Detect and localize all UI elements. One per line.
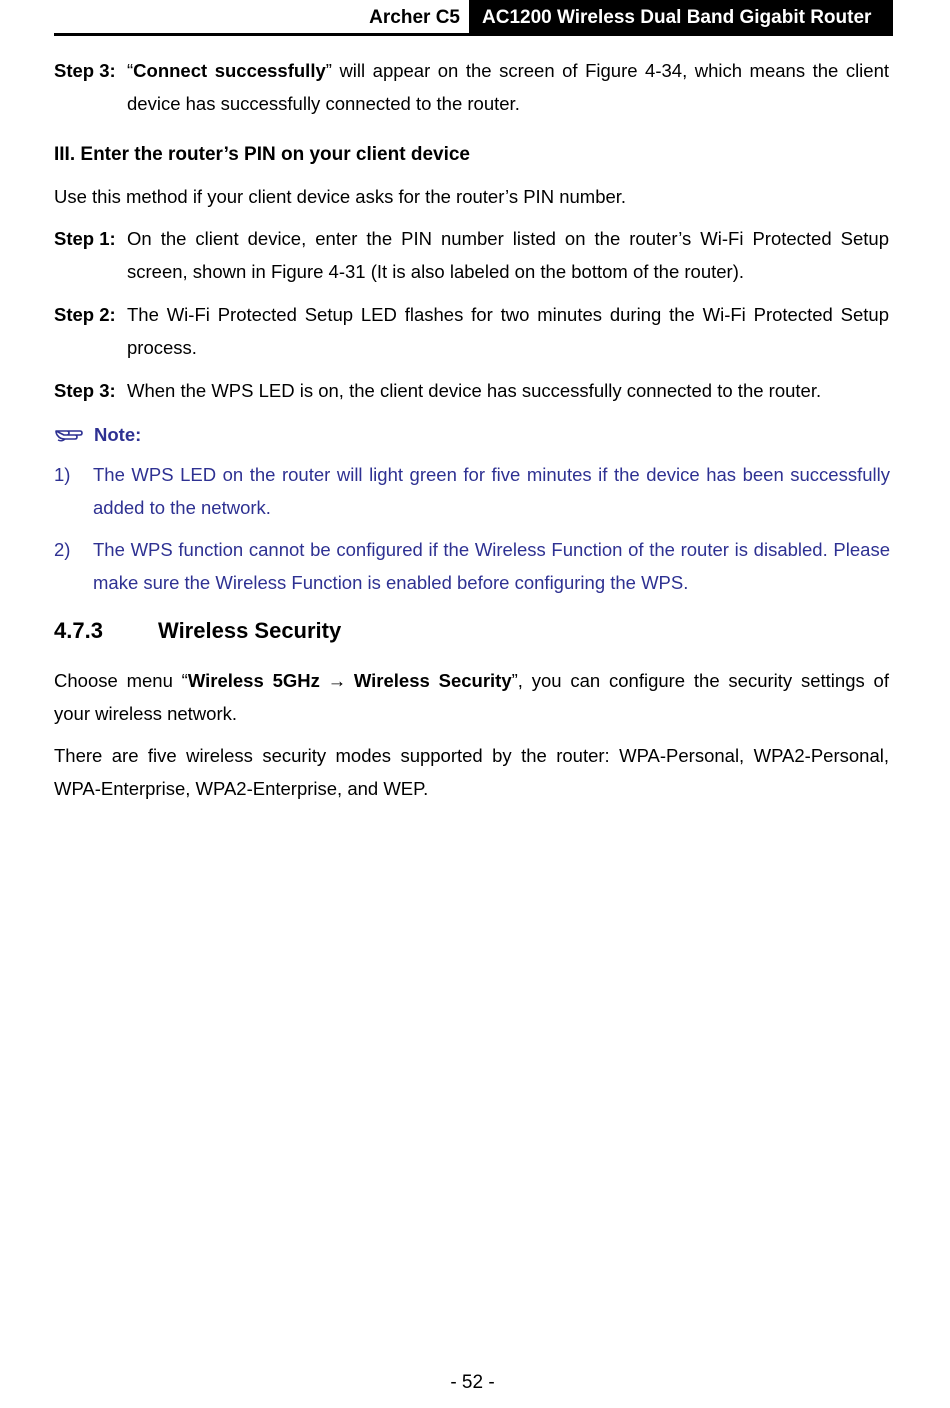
method-3-intro: Use this method if your client device asks for the router’s PIN number. <box>54 186 627 207</box>
method-3-heading: III. Enter the router’s PIN on your client device <box>54 144 470 165</box>
step-3-connect <box>54 54 889 120</box>
method-3-step-3 <box>54 374 889 407</box>
step-text: The Wi-Fi Protected Setup LED flashes for two minutes during the Wi-Fi Protected Setup process. <box>127 304 889 358</box>
pointing-hand-icon <box>54 425 84 445</box>
method-3-step-1 <box>54 222 889 288</box>
section-number: 4.7.3 <box>54 618 103 643</box>
note-number: 1) <box>54 464 71 485</box>
header-model: Archer C5 <box>369 7 460 28</box>
section-title: Wireless Security <box>158 618 342 643</box>
menu-wireless-5ghz: Wireless 5GHz <box>187 670 320 691</box>
step-text: On the client device, enter the PIN number listed on the router’s Wi-Fi Protected Setup screen, shown in Figure 4-31 (It is also labeled on the bottom of the router). <box>127 228 889 282</box>
connect-successfully-text: Connect successfully <box>133 60 326 81</box>
note-heading <box>54 424 141 446</box>
step-label: Step 2: <box>54 304 116 325</box>
note-text: The WPS function cannot be configured if the Wireless Function of the router is disabled. Please make sure the Wireless Function is enabled before configuring the WPS. <box>93 539 890 593</box>
step-text: When the WPS LED is on, the client device has successfully connected to the router. <box>127 380 822 401</box>
note-item-1 <box>54 458 890 524</box>
menu-instruction: Choose menu “Wireless 5GHz → Wireless Security”, you can configure the security settings of your wireless network. <box>54 664 889 730</box>
step-label: Step 3: <box>54 60 116 81</box>
note-number: 2) <box>54 539 71 560</box>
section-heading <box>54 618 341 644</box>
method-3-step-2 <box>54 298 889 364</box>
header-product: AC1200 Wireless Dual Band Gigabit Router <box>469 0 893 33</box>
step-label: Step 1: <box>54 228 116 249</box>
page-header <box>54 0 893 36</box>
menu-wireless-security: Wireless Security <box>353 670 512 691</box>
page-number: - 52 - <box>450 1372 495 1393</box>
note-text: The WPS LED on the router will light green for five minutes if the device has been successfully added to the network. <box>93 464 890 518</box>
note-item-2 <box>54 533 890 599</box>
step-text: “Connect successfully” will appear on the screen of Figure 4-34, which means the client device has successfully connected to the router. <box>127 60 890 114</box>
security-modes-paragraph: There are five wireless security modes supported by the router: WPA-Personal, WPA2-Personal, WPA-Enterprise, WPA2-Enterprise, and WEP. <box>54 745 889 799</box>
step-label: Step 3: <box>54 380 116 401</box>
note-title: Note: <box>94 424 142 445</box>
arrow-right-icon: → <box>327 670 347 691</box>
